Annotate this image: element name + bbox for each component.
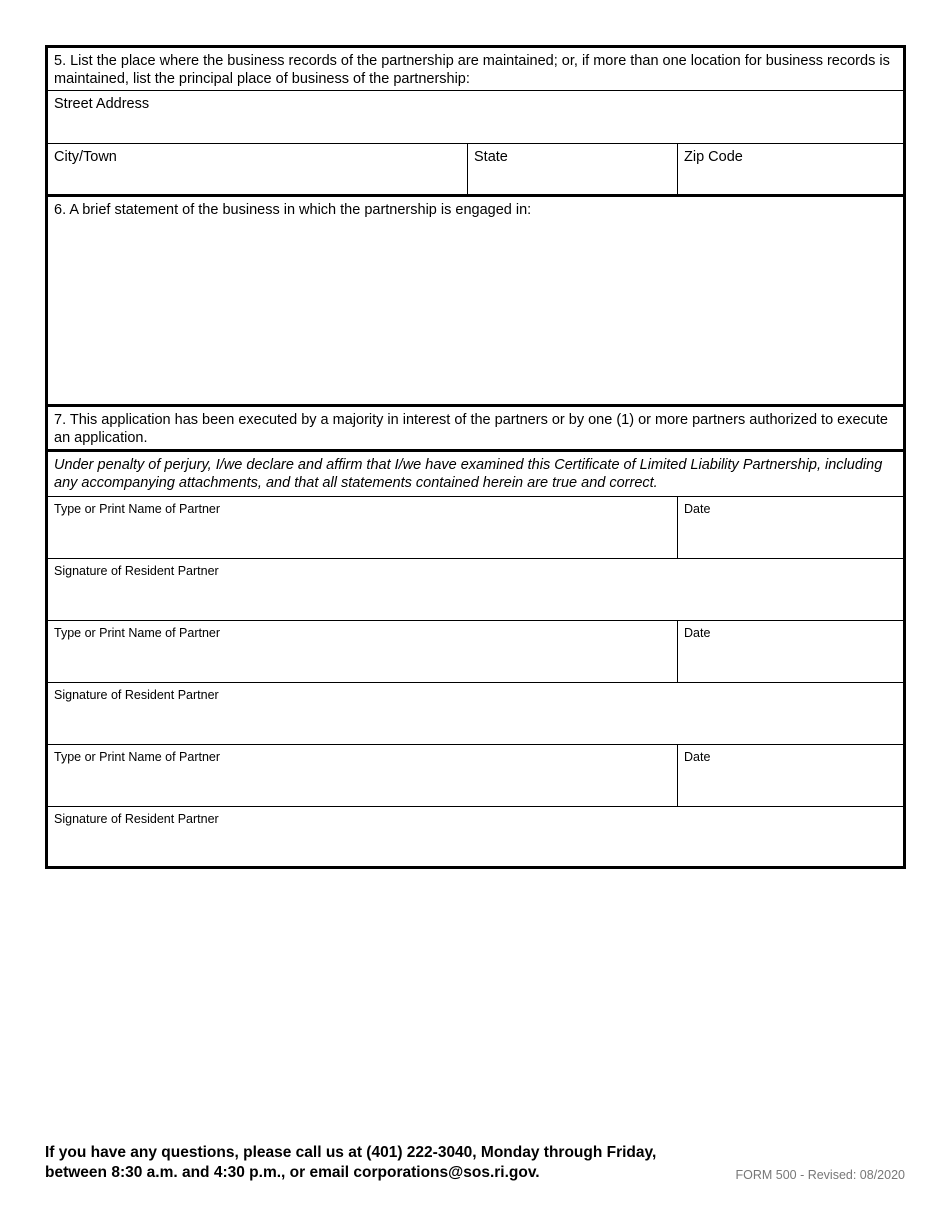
state-field[interactable] [474, 166, 671, 186]
partner-1-date-field[interactable] [684, 517, 897, 537]
contact-note-line-2: between 8:30 a.m. and 4:30 p.m., or email corporations@sos.ri.gov. [45, 1164, 540, 1181]
business-statement-field[interactable] [54, 223, 897, 383]
partner-2-date-field[interactable] [684, 641, 897, 661]
partner-3-signature-field[interactable] [54, 827, 897, 847]
section-6-prompt: 6. A brief statement of the business in which the partnership is engaged in: [54, 202, 532, 218]
partner-1-signature-label: Signature of Resident Partner [54, 564, 219, 578]
city-state-zip-row [48, 144, 903, 197]
city-field[interactable] [54, 166, 461, 186]
partner-3-name-row [48, 745, 903, 807]
street-address-field[interactable] [54, 113, 897, 133]
zip-label: Zip Code [684, 149, 743, 165]
street-address-label: Street Address [54, 96, 150, 112]
partner-2-name-field[interactable] [54, 641, 671, 661]
partner-3-date-label: Date [684, 750, 711, 764]
partner-1-name-label: Type or Print Name of Partner [54, 502, 221, 516]
section-5-header [48, 48, 903, 91]
partner-1-name-row [48, 497, 903, 559]
partner-2-signature-cell[interactable] [48, 683, 903, 744]
partner-2-name-cell[interactable] [48, 621, 677, 682]
partner-2-name-row [48, 621, 903, 683]
business-statement-cell[interactable] [48, 197, 903, 404]
zip-field[interactable] [684, 166, 897, 186]
zip-cell[interactable] [677, 144, 903, 194]
partner-3-signature-label: Signature of Resident Partner [54, 812, 219, 826]
contact-note [45, 1143, 705, 1183]
form-revision-id: FORM 500 - Revised: 08/2020 [735, 1168, 905, 1182]
partner-1-signature-cell[interactable] [48, 559, 903, 620]
section-6 [48, 197, 903, 407]
partner-1-name-cell[interactable] [48, 497, 677, 558]
partner-3-name-field[interactable] [54, 765, 671, 785]
partner-1-name-field[interactable] [54, 517, 671, 537]
partner-2-signature-field[interactable] [54, 703, 897, 723]
attestation-row [48, 452, 903, 497]
partner-3-name-label: Type or Print Name of Partner [54, 750, 221, 764]
city-label: City/Town [54, 149, 117, 165]
partner-3-date-cell[interactable] [677, 745, 903, 806]
partner-2-signature-row [48, 683, 903, 745]
partner-3-signature-row [48, 807, 903, 866]
partner-1-date-label: Date [684, 502, 711, 516]
partner-1-signature-field[interactable] [54, 579, 897, 599]
llp-certificate-form [45, 45, 906, 869]
section-7-header [48, 407, 903, 452]
state-label: State [474, 149, 508, 165]
partner-3-name-cell[interactable] [48, 745, 677, 806]
contact-note-line-1: If you have any questions, please call us at (401) 222-3040, Monday through Friday, [45, 1144, 657, 1161]
partner-1-signature-row [48, 559, 903, 621]
partner-3-date-field[interactable] [684, 765, 897, 785]
state-cell[interactable] [467, 144, 677, 194]
street-address-row [48, 91, 903, 144]
partner-3-signature-cell[interactable] [48, 807, 903, 866]
section-5-prompt: 5. List the place where the business records of the partnership are maintained; or, if more than one location for business records is maintained, list the principal place of business of the partnership: [54, 53, 890, 87]
partner-2-name-label: Type or Print Name of Partner [54, 626, 221, 640]
city-cell[interactable] [48, 144, 467, 194]
partner-1-date-cell[interactable] [677, 497, 903, 558]
partner-2-signature-label: Signature of Resident Partner [54, 688, 219, 702]
perjury-attestation: Under penalty of perjury, I/we declare and affirm that I/we have examined this Certificate of Limited Liability Partnership, including any accompanying attachments, and that all statements contained herein are true and correct. [54, 457, 883, 491]
section-7-prompt: 7. This application has been executed by a majority in interest of the partners or by one (1) or more partners authorized to execute an application. [54, 412, 888, 446]
street-address-cell[interactable] [48, 91, 903, 143]
partner-2-date-cell[interactable] [677, 621, 903, 682]
partner-2-date-label: Date [684, 626, 711, 640]
